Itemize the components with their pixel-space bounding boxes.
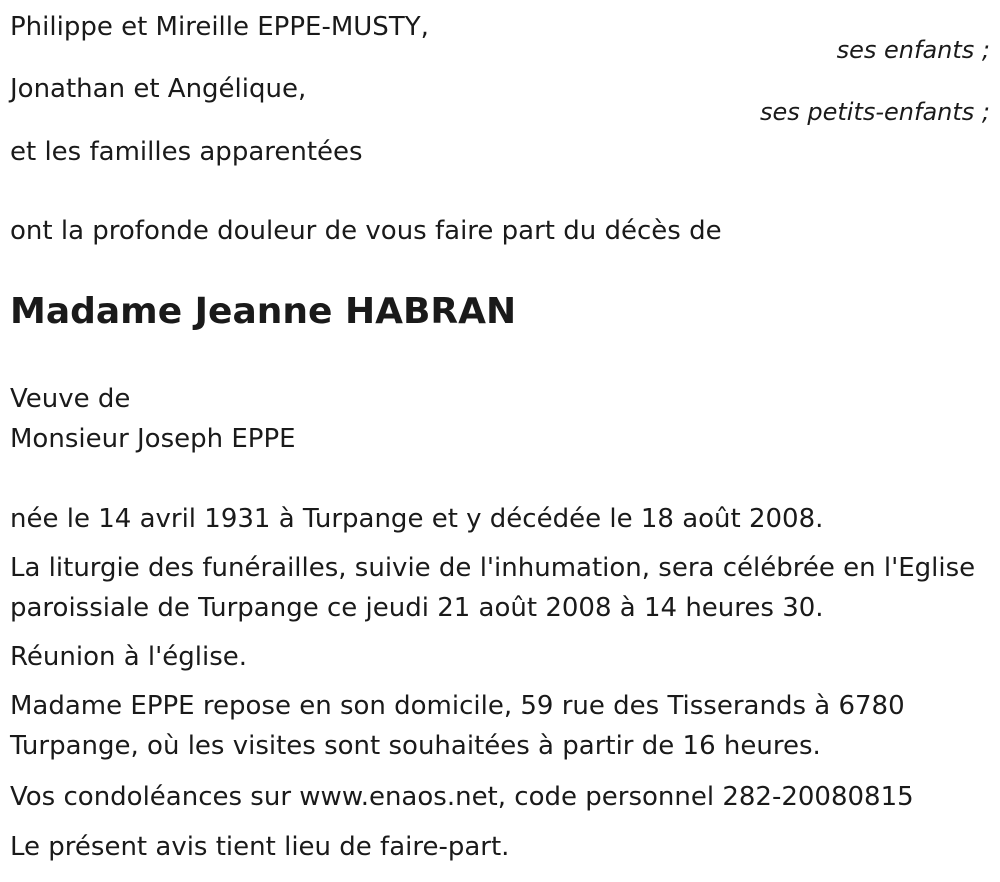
children-names: Philippe et Mireille EPPE-MUSTY, [10,12,429,42]
visitation-paragraph: Madame EPPE repose en son domicile, 59 rue des Tisserands à 6780 Turpange, où les visites sont souhaitées à partir de 16 heures. [10,691,905,761]
funeral-paragraph: La liturgie des funérailles, suivie de l'inhumation, sera célébrée en l'Eglise paroissiale de Turpange ce jeudi 21 août 2008 à 14 heures 30. [10,553,976,623]
widow-of-label: Veuve de [10,384,131,414]
birth-death-line: née le 14 avril 1931 à Turpange et y décédée le 18 août 2008. [10,504,824,534]
condolences-line: Vos condoléances sur www.enaos.net, code personnel 282-20080815 [10,782,914,812]
announcement-line: ont la profonde douleur de vous faire part du décès de [10,216,722,246]
notice-line: Le présent avis tient lieu de faire-part. [10,832,510,862]
grandchildren-names: Jonathan et Angélique, [10,74,307,104]
meeting-line: Réunion à l'église. [10,642,248,672]
children-label: ses enfants ; [836,36,990,64]
relatives-line: et les familles apparentées [10,137,363,167]
spouse-name: Monsieur Joseph EPPE [10,424,296,454]
deceased-name: Madame Jeanne HABRAN [10,291,517,332]
grandchildren-label: ses petits-enfants ; [759,98,990,126]
